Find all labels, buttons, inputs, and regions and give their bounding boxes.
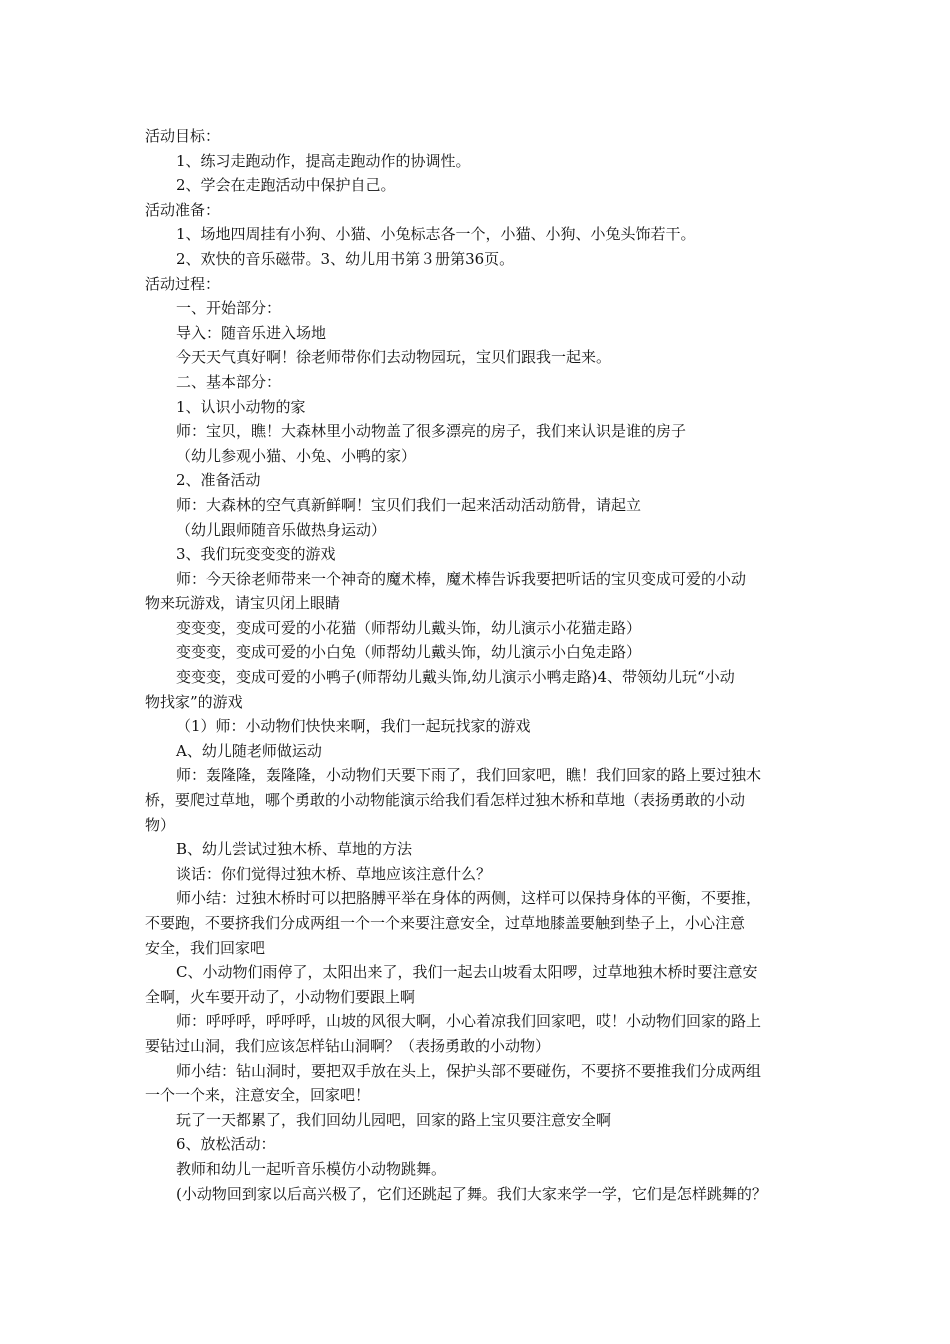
- text-line: 3、我们玩变变变的游戏: [176, 545, 336, 564]
- text-line: 玩了一天都累了，我们回幼儿园吧，回家的路上宝贝要注意安全啊: [176, 1110, 612, 1129]
- text-line: 师：大森林的空气真新鲜啊！宝贝们我们一起来活动活动筋骨，请起立: [176, 495, 642, 514]
- text-line: （1）师：小动物们快快来啊，我们一起玩找家的游戏: [176, 717, 531, 736]
- text-line: 师：宝贝，瞧！大森林里小动物盖了很多漂亮的房子，我们来认识是谁的房子: [176, 422, 687, 441]
- text-line: 6、放松活动：: [176, 1135, 276, 1154]
- text-line: 活动目标：: [145, 127, 221, 145]
- text-line: 不要跑，不要挤我们分成两组一个一个来要注意安全，过草地膝盖要触到垫子上，小心注意: [145, 914, 746, 932]
- text-line: B、幼儿尝试过独木桥、草地的方法: [176, 840, 413, 859]
- text-line: A、幼儿随老师做运动: [176, 741, 322, 760]
- text-line: 师：轰隆隆，轰隆隆，小动物们天要下雨了，我们回家吧，瞧！我们回家的路上要过独木: [176, 766, 762, 785]
- text-line: 今天天气真好啊！徐老师带你们去动物园玩，宝贝们跟我一起来。: [176, 348, 612, 367]
- text-line: 2、欢快的音乐磁带。3、幼儿用书第３册第36页。: [176, 249, 515, 268]
- text-line: 师小结：钻山洞时，要把双手放在头上，保护头部不要碰伤，不要挤不要推我们分成两组: [176, 1061, 762, 1080]
- text-line: 安全，我们回家吧: [145, 938, 266, 957]
- text-line: 1、认识小动物的家: [176, 397, 306, 416]
- text-line: 1、练习走跑动作，提高走跑动作的协调性。: [176, 151, 471, 170]
- text-line: 活动准备：: [145, 200, 221, 219]
- text-line: (小动物回到家以后高兴极了，它们还跳起了舞。我们大家来学一学，它们是怎样跳舞的？: [176, 1184, 767, 1203]
- text-line: 活动过程：: [145, 274, 221, 293]
- text-line: 教师和幼儿一起听音乐模仿小动物跳舞。: [176, 1159, 447, 1178]
- text-line: 一、开始部分：: [176, 299, 282, 318]
- text-line: 桥，要爬过草地，哪个勇敢的小动物能演示给我们看怎样过独木桥和草地（表扬勇敢的小动: [145, 791, 746, 810]
- text-line: 变变变，变成可爱的小花猫（师帮幼儿戴头饰，幼儿演示小花猫走路）: [176, 618, 642, 637]
- text-line: 1、场地四周挂有小狗、小猫、小兔标志各一个，小猫、小狗、小兔头饰若干。: [176, 225, 696, 244]
- text-line: 一个一个来，注意安全，回家吧！: [145, 1086, 371, 1105]
- text-line: 导入：随音乐进入场地: [176, 323, 327, 342]
- text-line: 物来玩游戏，请宝贝闭上眼睛: [145, 594, 341, 613]
- text-line: 变变变，变成可爱的小鸭子(师帮幼儿戴头饰,幼儿演示小鸭走路)4、带领幼儿玩“小动: [176, 668, 735, 687]
- text-line: 师：呼呼呼，呼呼呼，山坡的风很大啊，小心着凉我们回家吧，哎！小动物们回家的路上: [176, 1012, 762, 1031]
- text-line: 全啊，火车要开动了，小动物们要跟上啊: [145, 987, 416, 1006]
- text-line: 师小结：过独木桥时可以把胳膊平举在身体的两侧，这样可以保持身体的平衡，不要推，: [176, 889, 762, 908]
- text-line: 要钻过山洞，我们应该怎样钻山洞啊？（表扬勇敢的小动物）: [145, 1036, 551, 1055]
- text-line: 变变变，变成可爱的小白兔（师帮幼儿戴头饰，幼儿演示小白兔走路）: [176, 643, 642, 662]
- text-line: 二、基本部分：: [176, 372, 282, 391]
- text-line: 2、学会在走跑活动中保护自己。: [176, 176, 396, 195]
- text-line: （幼儿参观小猫、小兔、小鸭的家）: [176, 446, 417, 465]
- text-line: （幼儿跟师随音乐做热身运动）: [176, 520, 387, 539]
- text-line: 师：今天徐老师带来一个神奇的魔术棒，魔术棒告诉我要把听话的宝贝变成可爱的小动: [176, 569, 747, 588]
- text-line: 物找家”的游戏: [145, 692, 243, 711]
- text-line: 2、准备活动: [176, 471, 261, 490]
- text-line: 谈话：你们觉得过独木桥、草地应该注意什么？: [176, 864, 492, 883]
- text-line: C、小动物们雨停了，太阳出来了，我们一起去山坡看太阳啰，过草地独木桥时要注意安: [176, 963, 758, 982]
- text-line: 物）: [145, 815, 176, 834]
- document-body: [145, 124, 820, 1206]
